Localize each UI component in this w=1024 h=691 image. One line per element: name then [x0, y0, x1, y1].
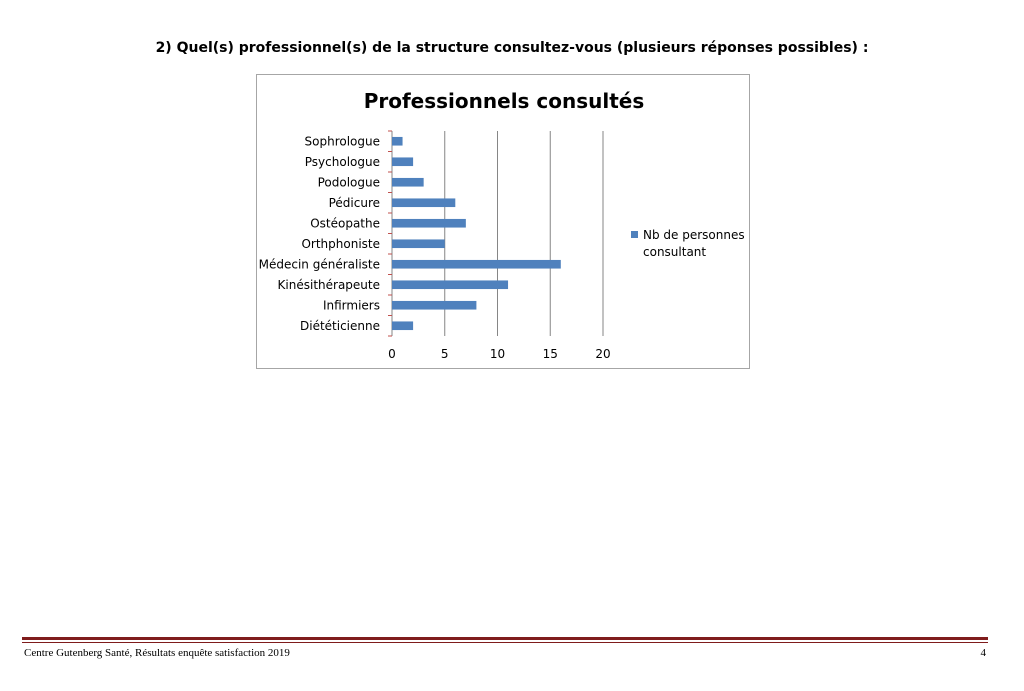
category-labels	[259, 134, 380, 333]
bar	[392, 137, 403, 146]
bar	[392, 157, 413, 166]
category-label: Infirmiers	[322, 298, 380, 313]
category-label: Médecin généraliste	[258, 257, 380, 272]
bar	[392, 178, 424, 187]
x-tick-label: 15	[542, 347, 558, 361]
category-label: Sophrologue	[304, 134, 380, 149]
footer-text: Centre Gutenberg Santé, Résultats enquête satisfaction 2019	[24, 647, 290, 659]
footer-rule	[22, 637, 988, 640]
question-heading: 2) Quel(s) professionnel(s) de la structure consultez-vous (plusieurs réponses possibles) :	[155, 40, 869, 56]
bar	[392, 198, 455, 207]
chart-title: Professionnels consultés	[363, 89, 645, 113]
x-tick-label: 10	[489, 347, 506, 361]
bar-chart	[257, 75, 751, 370]
bar	[392, 321, 413, 330]
bar	[392, 219, 466, 228]
x-tick-label: 0	[388, 347, 396, 361]
legend-label: Nb de personnes consultant	[643, 228, 745, 259]
bar	[392, 301, 476, 310]
bar	[392, 239, 445, 248]
page-number: 4	[980, 647, 986, 659]
legend-swatch	[631, 231, 638, 238]
bar	[392, 280, 508, 289]
footer-rule-thin	[22, 642, 988, 643]
category-label: Pédicure	[328, 195, 380, 210]
category-label: Kinésithérapeute	[277, 277, 380, 292]
category-label: Psychologue	[304, 154, 380, 169]
category-label: Ostéopathe	[310, 216, 380, 231]
category-label: Orthphoniste	[301, 236, 380, 251]
chart-frame	[256, 74, 750, 369]
x-tick-label: 20	[595, 347, 611, 361]
x-tick-labels	[388, 347, 610, 361]
bars	[392, 137, 561, 330]
x-tick-label: 5	[440, 347, 449, 361]
legend	[631, 228, 745, 259]
category-label: Podologue	[317, 175, 380, 190]
category-label: Diététicienne	[300, 318, 380, 333]
bar	[392, 260, 561, 269]
